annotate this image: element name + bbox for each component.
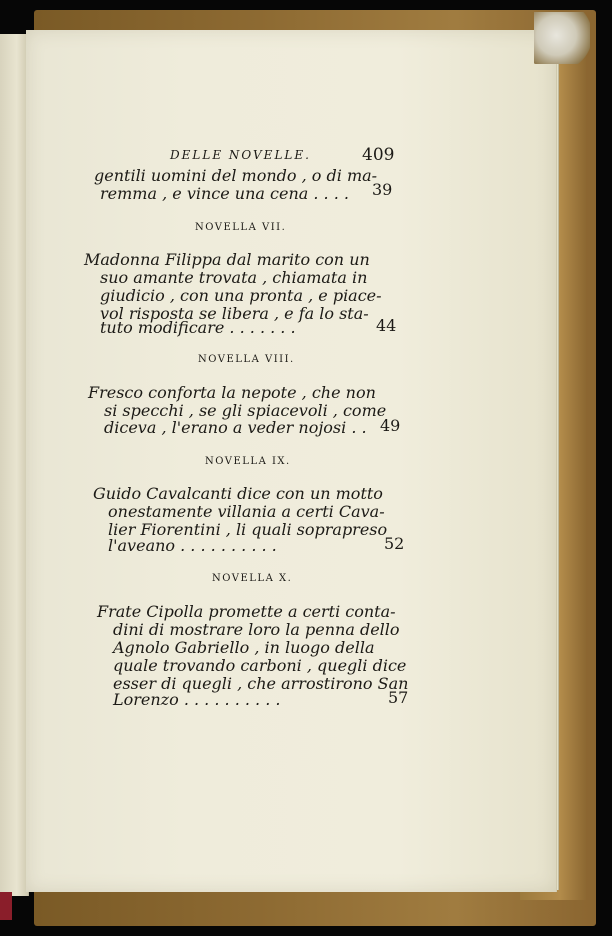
page-number: 409 <box>362 145 395 165</box>
entry-page-number: 52 <box>384 534 405 553</box>
entry-line: remma , e vince una cena . . . . <box>100 184 349 203</box>
running-header: DELLE NOVELLE. <box>170 148 311 162</box>
entry-line: Frate Cipolla promette a certi conta- <box>97 602 396 621</box>
entry-line: lier Fiorentini , li quali soprapreso <box>108 520 388 539</box>
entry-line: giudicio , con una pronta , e piace- <box>100 286 382 305</box>
torn-corner <box>534 12 590 64</box>
entry-line: si specchi , se gli spiacevoli , come <box>104 401 387 420</box>
ribbon-marker <box>0 892 12 920</box>
novella-heading: NOVELLA X. <box>212 573 293 584</box>
entry-line: tuto modificare . . . . . . . <box>100 318 296 337</box>
novella-heading: NOVELLA VIII. <box>198 354 295 365</box>
entry-line: dini di mostrare loro la penna dello <box>113 620 400 639</box>
entry-page-number: 39 <box>372 180 393 199</box>
entry-line: quale trovando carboni , quegli dice <box>113 656 407 675</box>
entry-line: Fresco conforta la nepote , che non <box>88 383 376 402</box>
novella-heading: NOVELLA VII. <box>195 222 287 233</box>
entry-page-number: 57 <box>388 688 409 707</box>
entry-line: Lorenzo . . . . . . . . . . <box>113 690 281 709</box>
facing-page <box>0 34 29 896</box>
entry-line: l'aveano . . . . . . . . . . <box>108 536 277 555</box>
entry-line: Agnolo Gabriello , in luogo della <box>113 638 375 657</box>
entry-page-number: 44 <box>376 316 397 335</box>
entry-line: gentili uomini del mondo , o di ma- <box>94 166 378 185</box>
entry-line: onestamente villania a certi Cava- <box>108 502 385 521</box>
novella-heading: NOVELLA IX. <box>205 456 291 467</box>
entry-line: vol risposta se libera , e fa lo sta- <box>100 304 369 323</box>
entry-line: Madonna Filippa dal marito con un <box>84 250 370 269</box>
entry-line: diceva , l'erano a veder nojosi . . <box>104 418 367 437</box>
entry-line: Guido Cavalcanti dice con un motto <box>93 484 383 503</box>
entry-page-number: 49 <box>380 416 401 435</box>
entry-line: suo amante trovata , chiamata in <box>100 268 368 287</box>
entry-line: esser di quegli , che arrostirono San <box>113 674 409 693</box>
